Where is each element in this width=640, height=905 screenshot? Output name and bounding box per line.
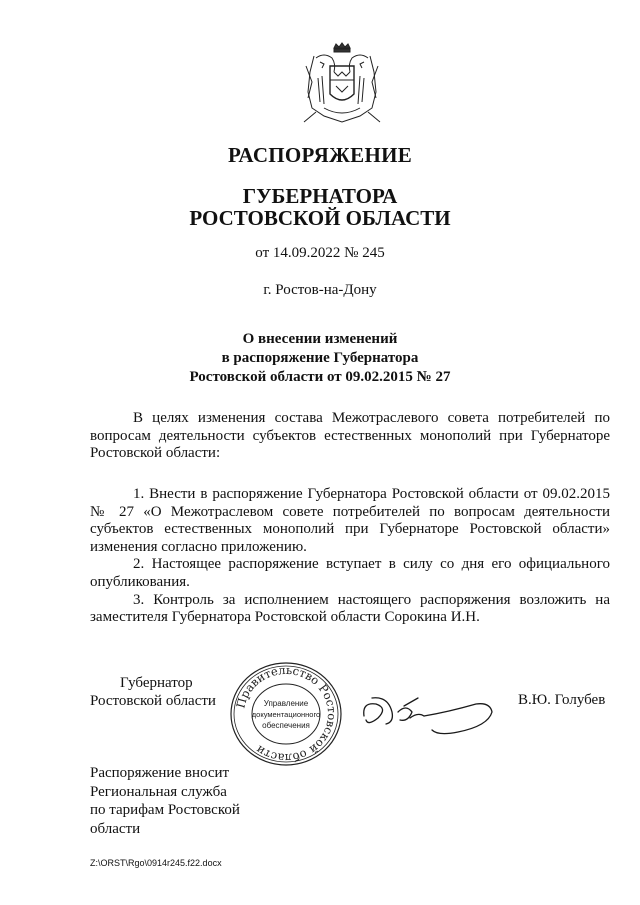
order-item-1: 1. Внести в распоряжение Губернатора Ростовской области от 09.02.2015 № 27 «О Межотраслевом совете потребителей по вопросам деятельности субъектов естественных монополий при Губернаторе Ростовской области» изменения согласно приложению. (90, 486, 610, 555)
signatory-title (90, 674, 216, 710)
prepared-by-line-4: области (90, 820, 141, 837)
date-and-number: от 14.09.2022 № 245 (255, 245, 385, 261)
signatory-title-line-2: Ростовской области (90, 693, 216, 709)
order-item-2: 2. Настоящее распоряжение вступает в силу со дня его официального опубликования. (90, 556, 610, 590)
prepared-by-line-1: Распоряжение вносит (90, 765, 230, 781)
document-subject (0, 330, 640, 387)
issuer-title-line-1: ГУБЕРНАТОРА (242, 184, 398, 208)
subject-line-3: Ростовской области от 09.02.2015 № 27 (189, 369, 451, 385)
file-path-footer: Z:\ORST\Rgo\0914r245.f22.docx (90, 858, 222, 868)
stamp-inner-line-1: Управление (263, 699, 309, 708)
order-items (90, 486, 610, 627)
handwritten-signature (358, 682, 498, 742)
order-item-3: 3. Контроль за исполнением настоящего распоряжения возложить на заместителя Губернатора Ростовской области Сорокина И.Н. (90, 591, 610, 626)
official-stamp (228, 660, 344, 768)
issuer-title-line-2: РОСТОВСКОЙ ОБЛАСТИ (189, 206, 451, 230)
intro-paragraph-block (90, 410, 610, 463)
signature-block (90, 660, 630, 770)
intro-paragraph: В целях изменения состава Межотраслевого совета потребителей по вопросам деятельности субъектов естественных монополий при Губернаторе Ростовской области: (90, 410, 610, 462)
signatory-title-line-1: Губернатор (120, 675, 193, 691)
signatory-name: В.Ю. Голубев (518, 692, 606, 708)
prepared-by-line-3: по тарифам Ростовской (90, 802, 240, 819)
stamp-inner-line-2: документационного (251, 710, 321, 719)
stamp-inner-line-3: обеспечения (262, 721, 310, 730)
city-line: г. Ростов-на-Дону (263, 282, 377, 298)
document-type-title: РАСПОРЯЖЕНИЕ (227, 143, 413, 167)
stamp-outer-text: Правительство Ростовской области (233, 662, 340, 766)
coat-of-arms-emblem (294, 42, 390, 126)
subject-line-2: в распоряжение Губернатора (221, 350, 419, 366)
prepared-by-note (90, 764, 290, 838)
subject-line-1: О внесении изменений (242, 331, 398, 347)
prepared-by-line-2: Региональная служба (90, 783, 227, 800)
